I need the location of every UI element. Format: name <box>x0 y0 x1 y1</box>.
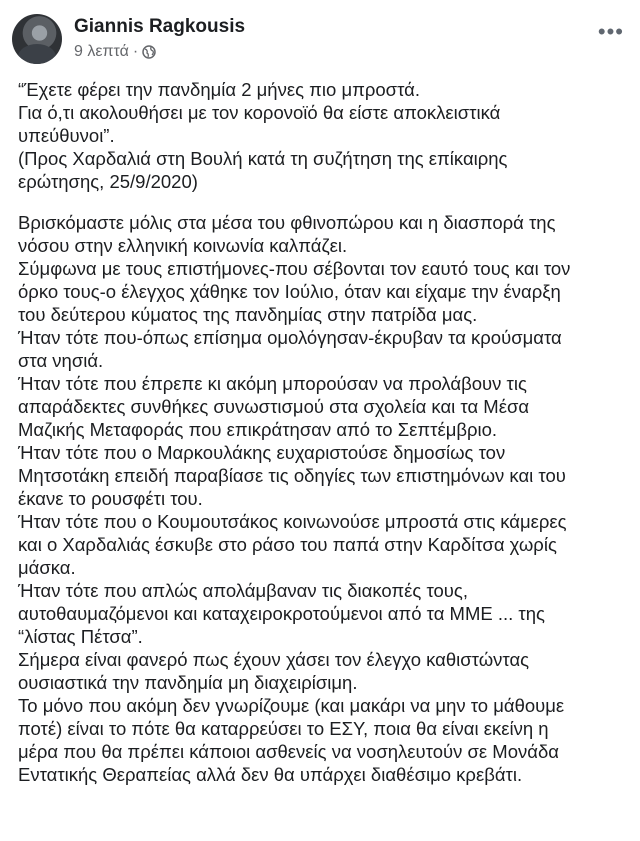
post-header <box>10 12 630 68</box>
globe-icon[interactable] <box>142 45 156 59</box>
text-line: Ήταν τότε που έπρεπε κι ακόμη μπορούσαν να προλάβουν τις <box>18 373 527 394</box>
text-line: στα νησιά. <box>18 350 104 371</box>
text-line: απαράδεκτες συνθήκες συνωστισμού στα σχολεία και τα Μέσα <box>18 396 530 417</box>
text-line: Βρισκόμαστε μόλις στα μέσα του φθινοπώρου και η διασπορά της <box>18 212 556 233</box>
text-line: Ήταν τότε που ο Μαρκουλάκης ευχαριστούσε δημοσίως τον <box>18 442 506 463</box>
post-timestamp[interactable]: 9 λεπτά <box>74 43 129 60</box>
text-line: ποτέ) είναι το πότε θα καταρρεύσει το ΕΣΥ, ποια θα είναι εκείνη η <box>18 718 549 739</box>
text-line: Σύμφωνα με τους επιστήμονες-που σέβονται τον εαυτό τους και τον <box>18 258 571 279</box>
text-line: Το μόνο που ακόμη δεν γνωρίζουμε (και μακάρι να μην το μάθουμε <box>18 695 565 716</box>
text-line: έκανε το ρουσφέτι του. <box>18 488 203 509</box>
author-avatar[interactable] <box>12 14 62 64</box>
text-line: Εντατικής Θεραπείας αλλά δεν θα υπάρχει διαθέσιμο κρεβάτι. <box>18 764 523 785</box>
text-line: ουσιαστικά την πανδημία μη διαχειρίσιμη. <box>18 672 358 693</box>
post-text <box>18 78 624 786</box>
text-line: και ο Χαρδαλιάς έσκυβε στο ράσο του παπά στην Καρδίτσα χωρίς <box>18 534 557 555</box>
text-line: Ήταν τότε που ο Κουμουτσάκος κοινωνούσε μπροστά στις κάμερες <box>18 511 567 532</box>
text-line: Μαζικής Μεταφοράς που επικράτησαν από το Σεπτέμβριο. <box>18 419 498 440</box>
text-line: ερώτησης, 25/9/2020) <box>18 171 198 192</box>
text-line: Ήταν τότε που απλώς απολάμβαναν τις διακοπές τους, <box>18 580 468 601</box>
more-options-icon[interactable]: ••• <box>597 19 624 44</box>
text-line: του δεύτερου κύματος της πανδημίας στην πατρίδα μας. <box>18 304 478 325</box>
post-quote <box>18 78 624 193</box>
text-line: Μητσοτάκη επειδή παραβίασε τις οδηγίες των επιστημόνων και του <box>18 465 566 486</box>
avatar-figure <box>18 44 56 64</box>
text-line: Ήταν τότε που-όπως επίσημα ομολόγησαν-έκρυβαν τα κρούσματα <box>18 327 562 348</box>
post-meta <box>74 43 156 61</box>
text-line: μάσκα. <box>18 557 76 578</box>
text-line: Σήμερα είναι φανερό πως έχουν χάσει τον έλεγχο καθιστώντας <box>18 649 530 670</box>
text-line: όρκο τους-ο έλεγχος χάθηκε τον Ιούλιο, όταν και είχαμε την έναρξη <box>18 281 561 302</box>
text-line: μέρα που θα πρέπει κάποιοι ασθενείς να νοσηλευτούν σε Μονάδα <box>18 741 559 762</box>
author-name[interactable]: Giannis Ragkousis <box>74 16 246 37</box>
text-line: νόσου στην ελληνική κοινωνία καλπάζει. <box>18 235 348 256</box>
text-line: “Έχετε φέρει την πανδημία 2 μήνες πιο μπροστά. <box>18 79 420 100</box>
post-paragraphs <box>18 211 624 786</box>
meta-separator: · <box>132 43 139 60</box>
text-line: Για ό,τι ακολουθήσει με τον κορονοϊό θα είστε αποκλειστικά <box>18 102 501 123</box>
text-line: υπεύθυνοι”. <box>18 125 115 146</box>
text-line: αυτοθαυμαζόμενοι και καταχειροκροτούμενοι από τα ΜΜΕ ... της <box>18 603 545 624</box>
paragraph-gap <box>18 193 624 211</box>
text-line: (Προς Χαρδαλιά στη Βουλή κατά τη συζήτηση της επίκαιρης <box>18 148 508 169</box>
text-line: “λίστας Πέτσα”. <box>18 626 143 647</box>
